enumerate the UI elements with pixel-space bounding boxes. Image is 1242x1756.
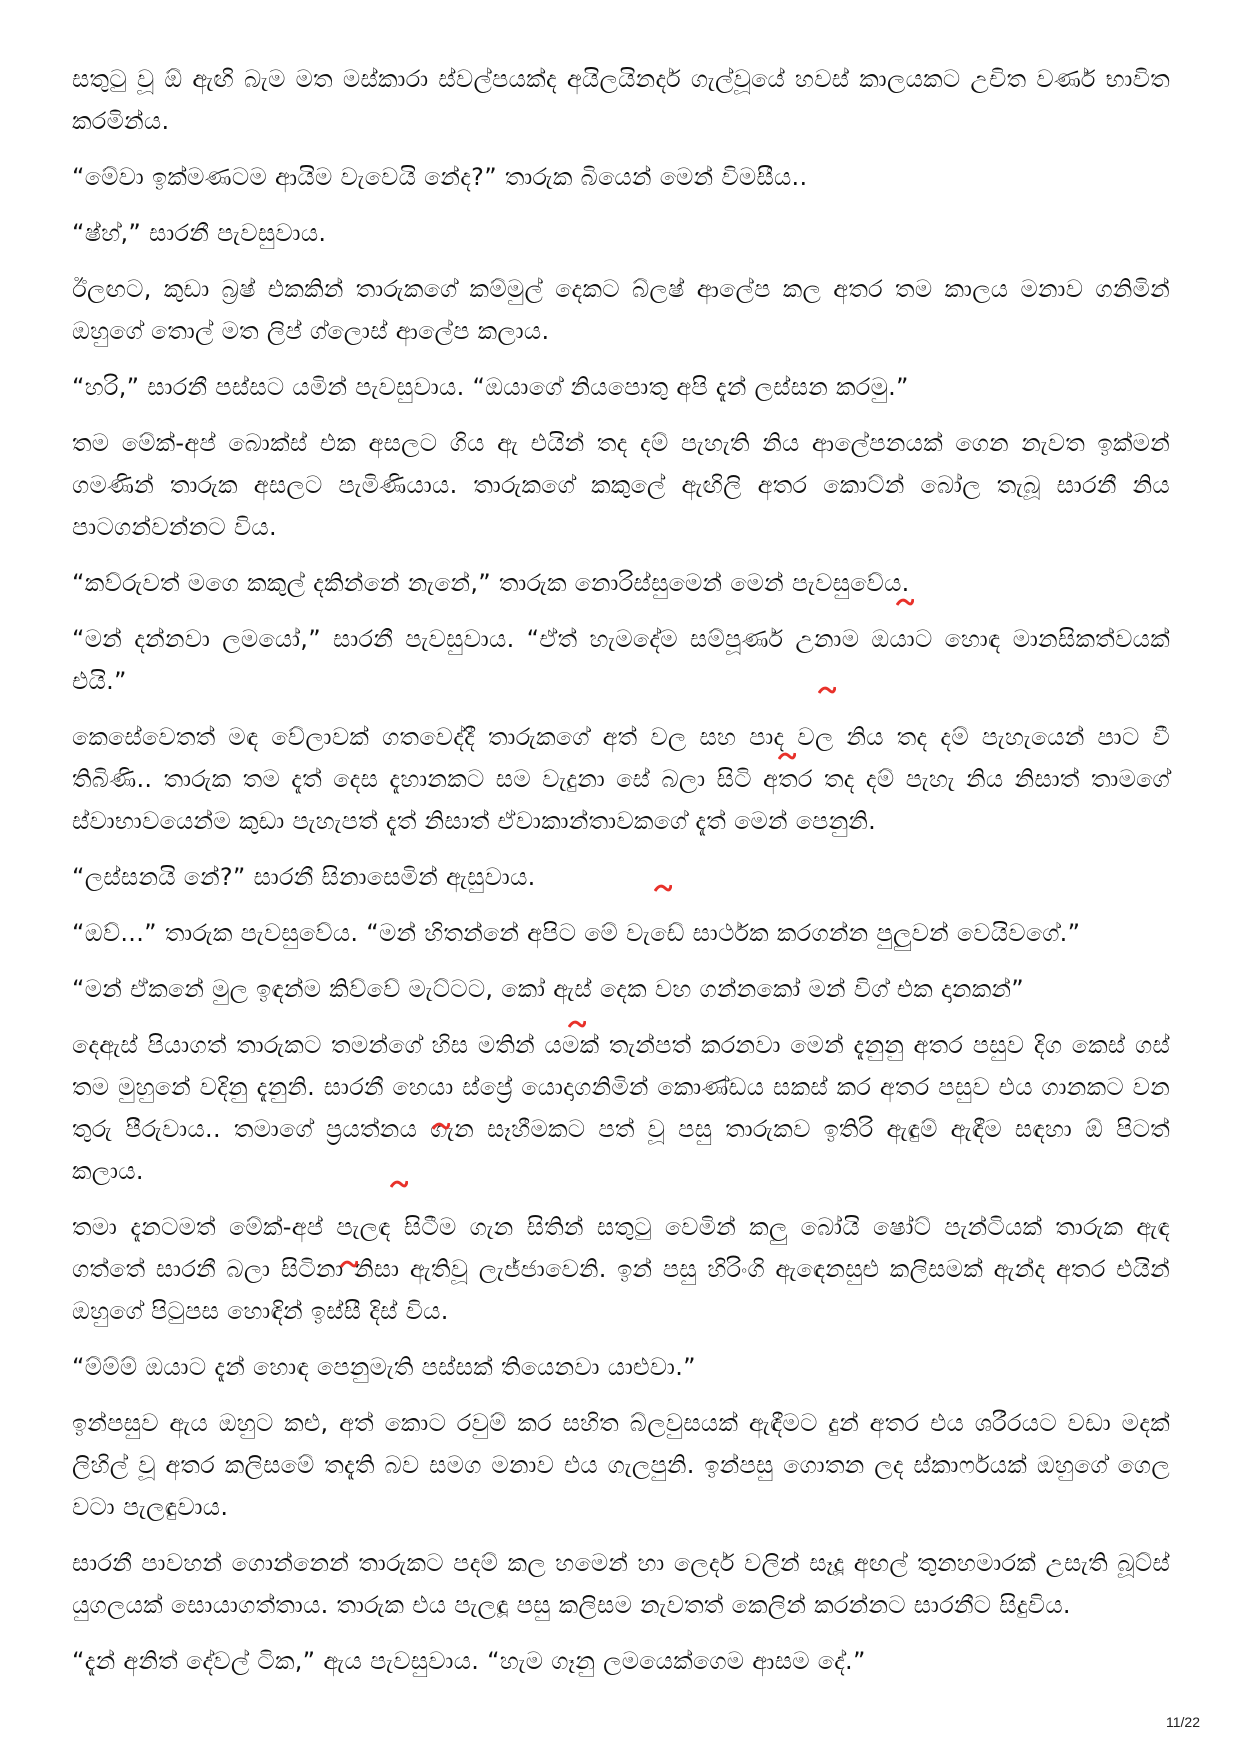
paragraph: “මන් ඒකනේ මුල ඉඳන්ම කිව්වේ මැට්ටට, කෝ ඇස් දෙක වහ ගන්නකෝ මන් විග් එක දානකන්” (72, 975, 1025, 1003)
paragraph: “දැන් අනිත් දේවල් ටික,” ඇය පැවසුවාය. “හැම ගෑනු ලමයෙක්ගෙම ආසම දේ.” (72, 1647, 866, 1675)
paragraph: “ෂ්හ්,” සාරනී පැවසුවාය. (72, 219, 327, 247)
paragraph: “මේවා ඉක්මණටම ආයිම වැවෙයි නේද?” තාරුක බියෙන් මෙන් විමසීය.. (72, 163, 808, 191)
document-page (72, 58, 1170, 1696)
paragraph: සාරනී පාවහන් ගොන්නෙන් තාරුකට පදම් කල හමෙන් හා ලෙදර් වලින් සෑදූ අඟල් තුනහමාරක් උසැති බූට්ස් යුගලයක් සොයාගත්තාය. තාරුක එය පැලඳූ පසු කලිසම නැවතත් කෙලින් කරන්නට සාරනීට සිදුවිය. (72, 1549, 1170, 1619)
paragraph: “කව්රුවත් මගෙ කකුල් දකින්නේ නැනේ,” තාරුක නොරිස්සුමෙන් මෙන් පැවසුවේය. (72, 569, 910, 597)
paragraph: “මන් දන්නවා ලමයෝ,” සාරනී පැවසුවාය. “ඒත් හැමදේම සම්පූර්ණ උනාම ඔයාට හොඳ මානසිකත්වයක් එයි.” (72, 625, 1170, 695)
paragraph: තම මේක්-අප් බොක්ස් එක අසලට ගිය ඇ එයින් තද දම් පැහැති නිය ආලේපනයක් ගෙන නැවත ඉක්මන් ගමණින් තාරුක අසලට පැමිණියාය. තාරුකගේ කකුලේ ඇඟිලි අතර කොට්න් බෝල තැබූ සාරනී නිය පාටගන්වන්නට විය. (72, 429, 1170, 541)
paragraph: “ලස්සනයි නේ?” සාරනී සිනාසෙමින් ඇසුවාය. (72, 863, 536, 891)
paragraph: කෙසේවෙතත් මඳ වේලාවක් ගතවෙද්දී තාරුකගේ අත් වල සහ පාද වල නිය තද දම් පැහැයෙන් පාට වී තිබිණි.. තාරුක තම දැත් දෙස දැහානකට සම වැදුනා සේ බලා සිටි අතර තද දම් පැහැ නිය නිසාත් තාමගේ ස්වාභාවයෙන්ම කුඩා පැහැපත් දැත් නිසාත් ඒවාකාන්තාවකගේ දැත් මෙන් පෙනුනි. (72, 723, 1170, 835)
paragraph: ඉන්පසුව ඇය ඔහුට කළු, අත් කොට රවුම් කර සහිත බ්ලවුසයක් ඇඳීමට දුන් අතර එය ශරීරයට වඩා මදක් ලිහිල් වූ අතර කලිසමේ තදැති බව සමග මනාව එය ගැලපුනි. ඉන්පසු ගොතන ලද ස්කාර්ෆයක් ඔහුගේ ගෙල වටා පැලඳුවාය. (72, 1409, 1170, 1521)
page-number: 11/22 (1166, 1714, 1200, 1730)
paragraph: තමා දැනටමත් මේක්-අප් පැලඳ සිටීම ගැන සිතින් සතුටු වෙමින් කලු බෝයි ෂෝට් පැන්ටියක් තාරුක ඇඳ ගත්තේ සාරනී බලා සිටිනා නිසා ඇතිවූ ලැජ්ජාවෙනි. ඉන් පසු හිරිංගි ඇඳෙනසුළු කලිසමක් ඇන්ද අතර එයින් ඔහුගේ පිටුපස හොඳින් ඉස්සී දිස් විය. (72, 1213, 1170, 1325)
paragraph: ඊලඟට, කුඩා බ්‍රෂ් එකකින් තාරුකගේ කම්මුල් දෙකට බ්ලෂ් ආලේප කල අතර තම කාලය මනාව ගනිමින් ඔහුගේ තොල් මත ලිප් ග්ලොස් ආලේප කලාය. (72, 275, 1170, 345)
paragraph: දෙඇස් පියාගත් තාරුකට තමන්ගේ හිස මතින් යමක් තැන්පත් කරනවා මෙන් දැනුනු අතර පසුව දිග කෙස් ගස් තම මුහුනේ වදිනු දැනුනි. සාරනී හෙයා ස්ප්‍රේ යොදාගනිමින් කොණ්ඩය සකස් කර අතර පසුව එය ගානකට වන තුරු පීරුවාය.. තමාගේ ප්‍රයත්නය ගැන සෑහීමකට පත් වූ පසු තාරුකව ඉතිරි ඇඳුම් ඇඳීම සඳහා ඕ පිටත් කලාය. (72, 1031, 1170, 1185)
paragraph: සතුටු වූ ඕ ඇඟි බැම මත මස්කාරා ස්වල්පයක්ද අයිලයිනර්ද ගැල්වූයේ හවස් කාලයකට උචිත වර්ණ භාවිත කරමින්ය. (72, 65, 1170, 135)
paragraph: “ඔව්...” තාරුක පැවසුවේය. “මන් හිතන්නේ අපිට මේ වැඩේ සාර්ථක කරගන්න පුලුවන් වෙයිවගේ.” (72, 919, 1081, 947)
paragraph: “හරි,” සාරනී පස්සට යමින් පැවසුවාය. “ඔයාගේ නියපොතු අපි දැන් ලස්සන කරමු.” (72, 373, 909, 401)
paragraph: “ම්ම්ම් ඔයාට දැන් හොඳ පෙනුමැති පස්සක් තියෙනවා යාළුවා.” (72, 1353, 696, 1381)
